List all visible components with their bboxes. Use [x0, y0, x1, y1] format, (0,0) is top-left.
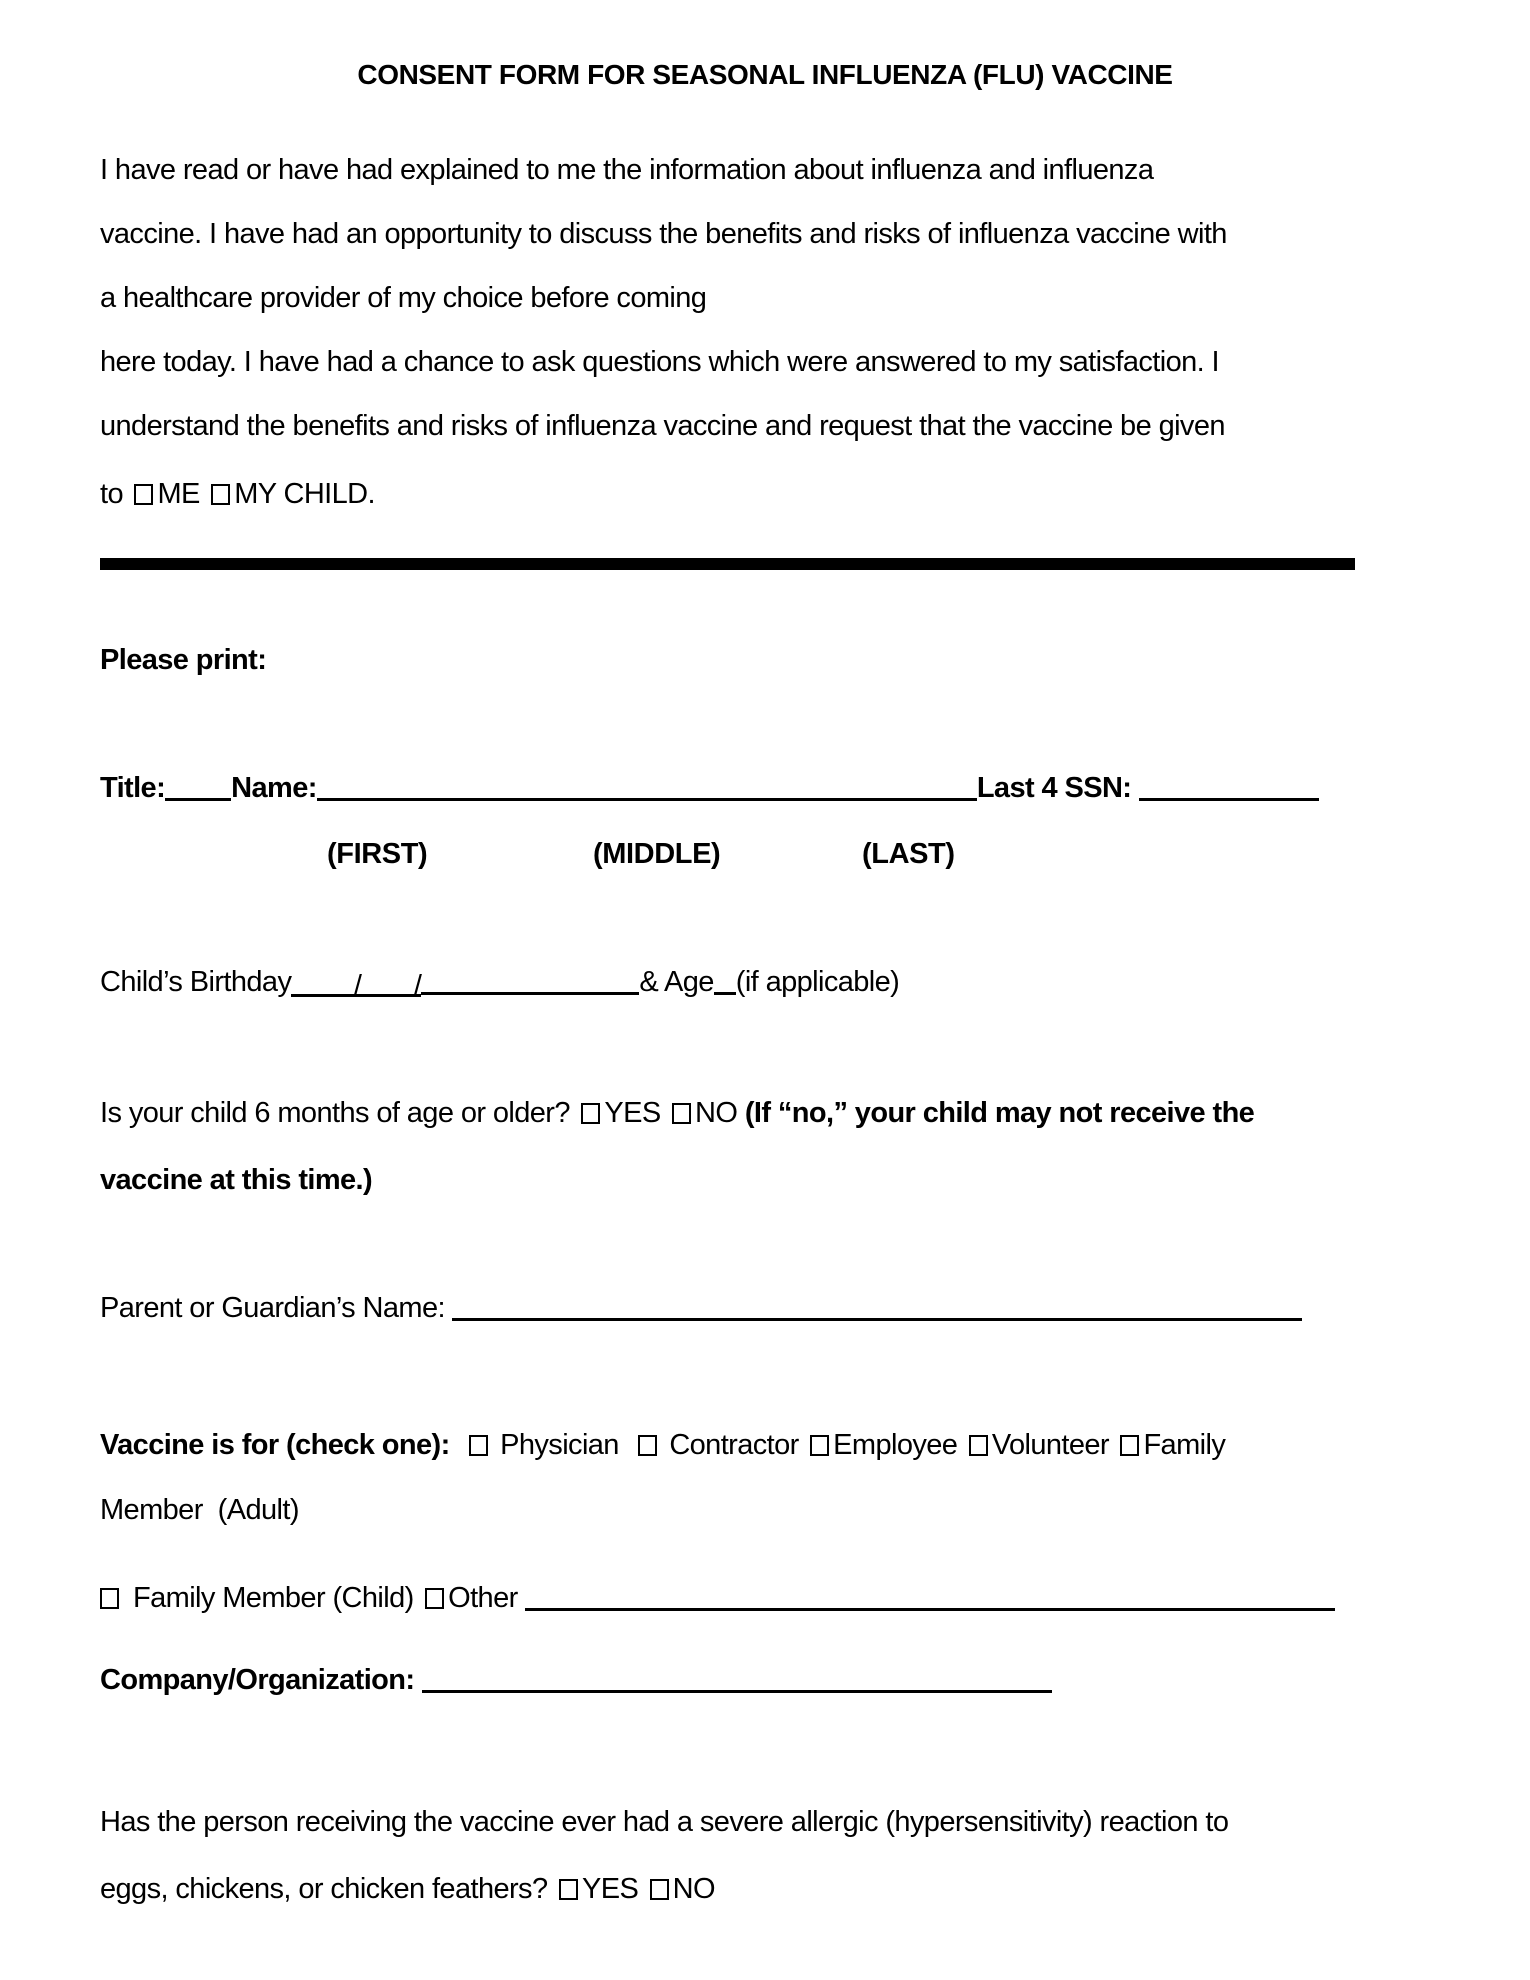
- employee-label: Employee: [833, 1429, 958, 1461]
- physician-label: Physician: [500, 1429, 619, 1461]
- vaccine-for-label: Vaccine is for (check one):: [100, 1429, 450, 1461]
- family-child-checkbox[interactable]: [100, 1588, 119, 1609]
- age-yes-checkbox[interactable]: [581, 1103, 600, 1124]
- volunteer-label: Volunteer: [991, 1429, 1109, 1461]
- company-row: [100, 1662, 1052, 1698]
- age-field[interactable]: [714, 966, 736, 995]
- guardian-name-field[interactable]: [452, 1292, 1302, 1321]
- contractor-checkbox[interactable]: [638, 1435, 657, 1456]
- age-question-text: Is your child 6 months of age or older?: [100, 1097, 570, 1129]
- age-yes-label: YES: [604, 1097, 661, 1129]
- guardian-label: Parent or Guardian’s Name:: [100, 1292, 445, 1324]
- intro-line-5: understand the benefits and risks of influenza vaccine and request that the vaccine be given: [100, 410, 1225, 442]
- allergy-question-line1: Has the person receiving the vaccine ever had a severe allergic (hypersensitivity) reaction to: [100, 1806, 1229, 1838]
- age-no-checkbox[interactable]: [672, 1103, 691, 1124]
- birthday-row: [100, 964, 899, 1000]
- middle-name-sublabel: (MIDDLE): [593, 838, 721, 870]
- birthday-year-field[interactable]: [421, 966, 639, 995]
- intro-line-1: I have read or have had explained to me the information about influenza and influenza: [100, 154, 1154, 186]
- age-note-line2: vaccine at this time.): [100, 1164, 373, 1196]
- form-title: CONSENT FORM FOR SEASONAL INFLUENZA (FLU) VACCINE: [357, 59, 1173, 90]
- title-field[interactable]: [165, 772, 231, 801]
- family-adult-label-cont: Member (Adult): [100, 1494, 299, 1526]
- ssn-field[interactable]: [1139, 772, 1319, 801]
- family-adult-checkbox[interactable]: [1120, 1435, 1139, 1456]
- allergy-yes-checkbox[interactable]: [559, 1879, 578, 1900]
- my-child-checkbox[interactable]: [211, 484, 230, 505]
- company-label: Company/Organization:: [100, 1664, 415, 1696]
- guardian-row: [100, 1290, 1302, 1326]
- intro-line-4: here today. I have had a chance to ask questions which were answered to my satisfaction. I: [100, 346, 1219, 378]
- company-field[interactable]: [422, 1664, 1052, 1693]
- vaccine-for-row: [100, 1427, 1225, 1463]
- age-label: & Age: [639, 966, 714, 998]
- age-note: (if applicable): [735, 966, 900, 998]
- age-question-row: [100, 1095, 1254, 1131]
- family-child-label: Family Member (Child): [133, 1582, 414, 1614]
- allergy-no-checkbox[interactable]: [650, 1879, 669, 1900]
- recipient-prefix: to: [100, 478, 123, 510]
- please-print-label: Please print:: [100, 644, 267, 676]
- date-separator: /: [353, 970, 362, 1002]
- intro-line-2: vaccine. I have had an opportunity to discuss the benefits and risks of influenza vaccine with: [100, 218, 1227, 250]
- name-label: Name:: [231, 772, 317, 804]
- first-name-sublabel: (FIRST): [327, 838, 428, 870]
- vaccine-for-row-2: [100, 1580, 1335, 1616]
- birthday-day-field[interactable]: [361, 968, 422, 1002]
- intro-line-3: a healthcare provider of my choice before coming: [100, 282, 707, 314]
- other-label: Other: [448, 1582, 518, 1614]
- other-field[interactable]: [525, 1582, 1335, 1611]
- name-field[interactable]: [317, 772, 977, 801]
- employee-checkbox[interactable]: [810, 1435, 829, 1456]
- me-label: ME: [157, 478, 200, 510]
- allergy-yes-label: YES: [581, 1873, 639, 1905]
- age-no-label: NO: [695, 1097, 738, 1129]
- date-separator: /: [413, 970, 422, 1002]
- me-checkbox[interactable]: [134, 484, 153, 505]
- volunteer-checkbox[interactable]: [969, 1435, 988, 1456]
- allergy-question-row: [100, 1871, 715, 1907]
- allergy-question-line2: eggs, chickens, or chicken feathers?: [100, 1873, 548, 1905]
- contractor-label: Contractor: [669, 1429, 799, 1461]
- allergy-no-label: NO: [672, 1873, 715, 1905]
- recipient-row: [100, 476, 375, 512]
- last-name-sublabel: (LAST): [862, 838, 955, 870]
- my-child-label: MY CHILD.: [234, 478, 375, 510]
- name-row: [100, 770, 1319, 806]
- title-label: Title:: [100, 772, 166, 804]
- other-checkbox[interactable]: [425, 1588, 444, 1609]
- age-note-line1: (If “no,” your child may not receive the: [744, 1097, 1255, 1129]
- physician-checkbox[interactable]: [469, 1435, 488, 1456]
- birthday-label: Child’s Birthday: [100, 966, 292, 998]
- section-divider: [100, 558, 1355, 570]
- family-adult-label: Family: [1143, 1429, 1226, 1461]
- ssn-label: Last 4 SSN:: [976, 772, 1132, 804]
- birthday-month-field[interactable]: [291, 968, 362, 1002]
